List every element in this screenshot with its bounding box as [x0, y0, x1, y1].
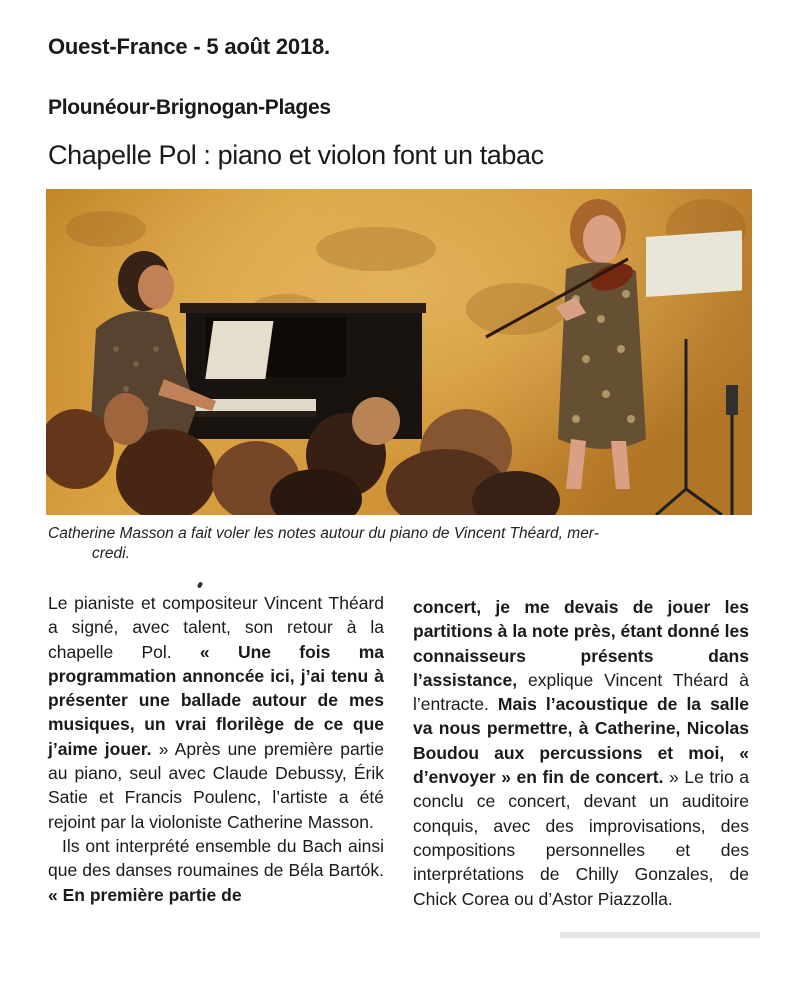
p2-quote-1-start: « En première partie de [48, 884, 242, 905]
paragraph-2-start [48, 834, 384, 907]
paragraph-1 [48, 591, 384, 834]
p2-text-2: explique Vincent Théard à l’entracte. [413, 669, 749, 715]
p2-text-1: Ils ont interprété ensemble du Bach ainsi que des danses roumaines de Béla Bartók. [48, 835, 384, 881]
p1-quote: « Une fois ma programmation annoncée ici, j’ai tenu à présenter une ballade autour de mes musiques, un vrai florilège de ce que j’aime jouer. [48, 641, 384, 759]
article-location: Plounéour-Brignogan-Plages [48, 96, 331, 119]
article-headline: Chapelle Pol : piano et violon font un tabac [48, 140, 544, 170]
p2-quote-1-end: concert, je me devais de jouer les partitions à la note près, étant donné les connaisseurs présents dans l’assistance, [413, 597, 749, 690]
newspaper-source: Ouest-France - 5 août 2018. [48, 34, 330, 59]
photo-caption [48, 524, 748, 564]
caption-line-2: credi. [92, 545, 130, 562]
print-mark [197, 581, 203, 588]
paragraph-2-cont [413, 595, 749, 911]
article-column-left [48, 591, 384, 907]
p1-text-2: » Après une première partie au piano, seul avec Claude Debussy, Érik Satie et Francis Poulenc, l’artiste a été rejoint par la violoniste Catherine Masson. [48, 738, 384, 832]
p2-text-3: » Le trio a conclu ce concert, devant un auditoire conquis, avec des improvisations, des compositions personnelles et des interprétations de Chilly Gonzales, de Chick Corea ou d’Astor Piazzolla. [413, 767, 749, 909]
caption-line-1: Catherine Masson a fait voler les notes autour du piano de Vincent Théard, mer- [48, 525, 599, 542]
concert-photo [46, 189, 752, 515]
article-column-right [413, 595, 749, 911]
p2-quote-2: Mais l’acoustique de la salle va nous permettre, à Catherine, Nicolas Boudou aux percussions et moi, « d’envoyer » en fin de concert. [413, 694, 749, 788]
p1-text-1: Le pianiste et compositeur Vincent Théard a signé, avec talent, son retour à la chapelle Pol. [48, 593, 384, 662]
scan-smudge [560, 928, 760, 942]
